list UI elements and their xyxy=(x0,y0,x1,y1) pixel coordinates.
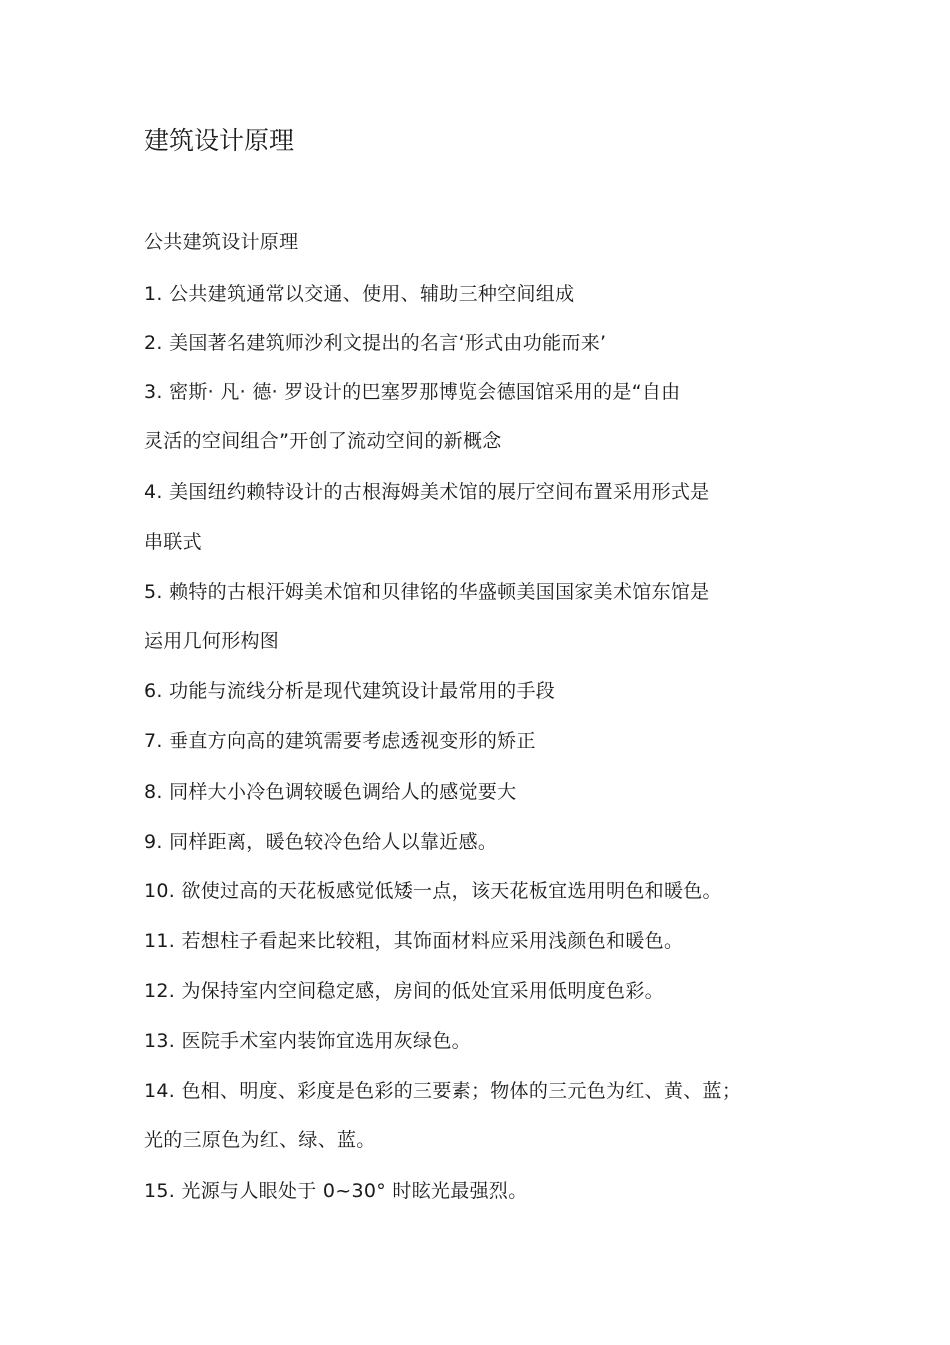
text-line: 7. 垂直方向高的建筑需要考虑透视变形的矫正 xyxy=(144,730,536,752)
text-line: 14. 色相、明度、彩度是色彩的三要素；物体的三元色为红、黄、蓝； xyxy=(144,1080,742,1102)
text-line: 8. 同样大小冷色调较暖色调给人的感觉要大 xyxy=(144,781,517,803)
text-line: 10. 欲使过高的天花板感觉低矮一点，该天花板宜选用明色和暖色。 xyxy=(144,880,722,902)
text-line: 4. 美国纽约赖特设计的古根海姆美术馆的展厅空间布置采用形式是 xyxy=(144,481,710,503)
text-line: 9. 同样距离，暖色较冷色给人以靠近感。 xyxy=(144,831,498,853)
section-heading: 公共建筑设计原理 xyxy=(144,231,299,253)
text-line: 12. 为保持室内空间稳定感，房间的低处宜采用低明度色彩。 xyxy=(144,980,664,1002)
text-line: 2. 美国著名建筑师沙利文提出的名言‘形式由功能而来’ xyxy=(144,332,607,354)
text-line: 灵活的空间组合”开创了流动空间的新概念 xyxy=(144,430,502,452)
text-line: 运用几何形构图 xyxy=(144,630,280,652)
text-line: 15. 光源与人眼处于 0~30° 时眩光最强烈。 xyxy=(144,1180,528,1202)
text-line: 1. 公共建筑通常以交通、使用、辅助三种空间组成 xyxy=(144,283,575,305)
document-title: 建筑设计原理 xyxy=(144,126,295,155)
text-line: 6. 功能与流线分析是现代建筑设计最常用的手段 xyxy=(144,680,556,702)
text-line: 13. 医院手术室内装饰宜选用灰绿色。 xyxy=(144,1030,471,1052)
text-line: 5. 赖特的古根汗姆美术馆和贝律铭的华盛顿美国国家美术馆东馆是 xyxy=(144,581,710,603)
text-line: 串联式 xyxy=(144,531,202,553)
text-line: 11. 若想柱子看起来比较粗，其饰面材料应采用浅颜色和暖色。 xyxy=(144,930,684,952)
text-line: 光的三原色为红、绿、蓝。 xyxy=(144,1129,376,1151)
text-line: 3. 密斯· 凡· 德· 罗设计的巴塞罗那博览会德国馆采用的是“自由 xyxy=(144,381,681,403)
